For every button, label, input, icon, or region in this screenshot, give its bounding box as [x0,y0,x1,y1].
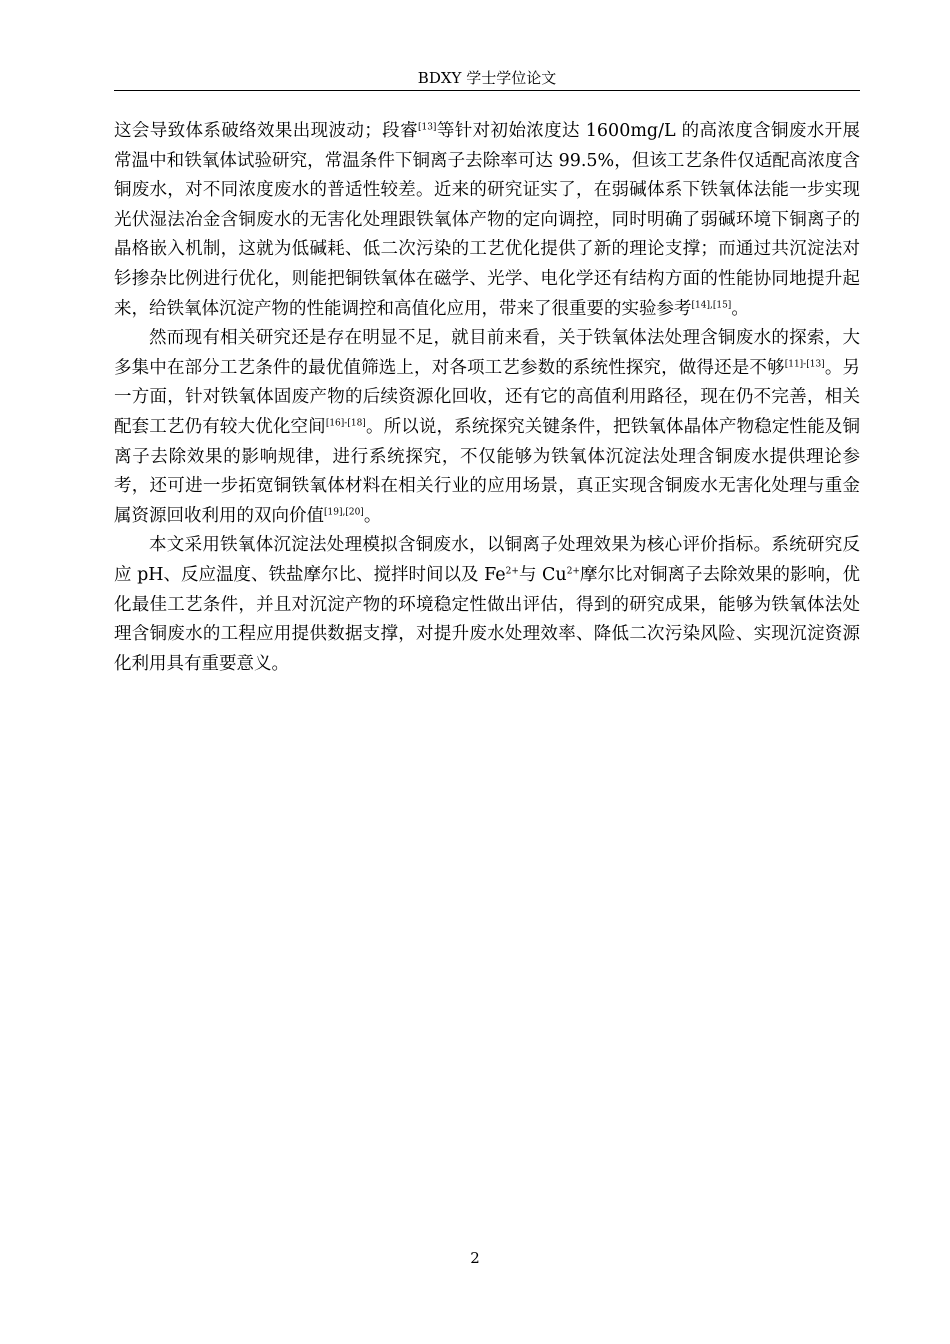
text-run: 与 Cu [518,564,567,585]
header-rule [114,90,860,91]
page-number: 2 [470,1249,480,1267]
text-run: 本文采用铁氧体沉淀法处理模拟含铜废水，以铜离子处理效果为核心评价指标。系统研究反应 pH、反应温度、铁盐摩尔比、搅拌时间以及 Fe [114,535,860,585]
charge-superscript: 2+ [505,566,519,577]
paragraph-3 [114,531,860,679]
text-run: 等针对初始浓度达 1600mg/L 的高浓度含铜废水开展常温中和铁氧体试验研究，常温条件下铜离子去除率可达 99.5%，但该工艺条件仅适配高浓度含铜废水，对不同浓度废水的普适性较差。近来的研究证实了，在弱碱体系下铁氧体法能一步实现光伏湿法冶金含铜废水的无害化处理跟铁氧体产物的定向调控，同时明确了弱碱环境下铜离子的晶格嵌入机制，这就为低碱耗、低二次污染的工艺优化提供了新的理论支撑；而通过共沉淀法对钐掺杂比例进行优化，则能把铜铁氧体在磁学、光学、电化学还有结构方面的性能协同地提升起来，给铁氧体沉淀产物的性能调控和高值化应用，带来了很重要的实验参考 [114,121,860,319]
charge-superscript: 2+ [566,566,580,577]
text-run: 这会导致体系破络效果出现波动；段睿 [114,121,418,141]
paragraph-2 [114,324,860,531]
text-run: 摩尔比对铜离子去除效果的影响，优化最佳工艺条件，并且对沉淀产物的环境稳定性做出评估，得到的研究成果，能够为铁氧体法处理含铜废水的工程应用提供数据支撑，对提升废水处理效率、降低二次污染风险、实现沉淀资源化利用具有重要意义。 [114,564,860,674]
text-run: 。 [363,505,382,526]
text-run: 。所以说，系统探究关键条件，把铁氧体晶体产物稳定性能及铜离子去除效果的影响规律，进行系统探究，不仅能够为铁氧体沉淀法处理含铜废水提供理论参考，还可进一步拓宽铜铁氧体材料在相关行业的应用场景，真正实现含铜废水无害化处理与重金属资源回收利用的双向价值 [114,416,861,526]
citation-13: [13] [417,122,437,133]
citation-14-15: [14],[15] [691,299,732,310]
text-run: 然而现有相关研究还是存在明显不足，就目前来看，关于铁氧体法处理含铜废水的探索，大多集中在部分工艺条件的最优值筛选上，对各项工艺参数的系统性探究，做得还是不够 [114,328,860,378]
citation-19-20: [19],[20] [324,506,364,517]
text-run: 。另一方面，针对铁氧体固废产物的后续资源化回收，还有它的高值利用路径，现在仍不完善，相关配套工艺仍有较大优化空间 [114,357,861,437]
paragraph-1 [114,117,860,324]
text-run: 。 [731,298,749,319]
citation-16-18: [16]-[18] [325,418,366,429]
body-text [114,117,860,679]
running-header: BDXY 学士学位论文 [417,69,557,87]
citation-11-13: [11]-[13] [784,359,825,369]
